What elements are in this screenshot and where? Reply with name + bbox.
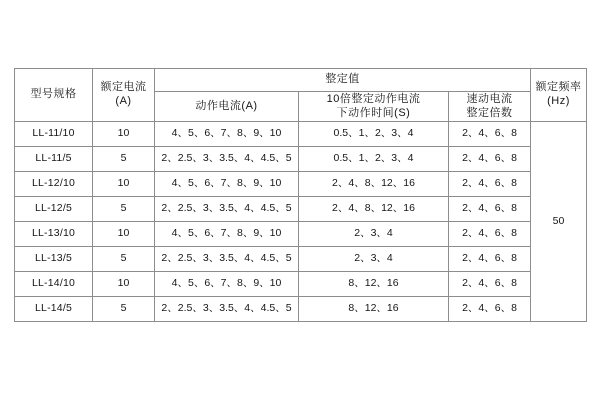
table-body xyxy=(15,122,587,322)
table-row xyxy=(15,247,587,272)
cell-operate-current: 2、2.5、3、3.5、4、4.5、5 xyxy=(155,297,299,322)
header-rated-current-line1: 额定电流 xyxy=(100,81,147,94)
cell-operate-time: 8、12、16 xyxy=(299,272,449,297)
cell-quick-current: 2、4、6、8 xyxy=(449,272,531,297)
cell-quick-current: 2、4、6、8 xyxy=(449,297,531,322)
cell-quick-current: 2、4、6、8 xyxy=(449,247,531,272)
cell-operate-time: 2、4、8、12、16 xyxy=(299,172,449,197)
cell-rated-frequency: 50 xyxy=(531,122,587,322)
header-operate-current: 动作电流(A) xyxy=(155,92,299,122)
table-row xyxy=(15,272,587,297)
cell-operate-time: 0.5、1、2、3、4 xyxy=(299,147,449,172)
cell-operate-current: 4、5、6、7、8、9、10 xyxy=(155,222,299,247)
cell-quick-current: 2、4、6、8 xyxy=(449,172,531,197)
cell-quick-current: 2、4、6、8 xyxy=(449,222,531,247)
header-rated-frequency-line2: (Hz) xyxy=(547,95,570,107)
cell-operate-current: 2、2.5、3、3.5、4、4.5、5 xyxy=(155,197,299,222)
cell-operate-time: 2、3、4 xyxy=(299,247,449,272)
spec-table-container xyxy=(14,68,586,322)
cell-model: LL-13/10 xyxy=(15,222,93,247)
cell-operate-time: 2、3、4 xyxy=(299,222,449,247)
cell-model: LL-11/5 xyxy=(15,147,93,172)
cell-operate-current: 2、2.5、3、3.5、4、4.5、5 xyxy=(155,147,299,172)
header-operate-time xyxy=(299,92,449,122)
table-header xyxy=(15,69,587,122)
table-header-row-1 xyxy=(15,69,587,92)
cell-rated: 5 xyxy=(93,147,155,172)
table-row xyxy=(15,122,587,147)
cell-rated: 5 xyxy=(93,247,155,272)
header-quick-current-line1: 速动电流 xyxy=(466,92,513,105)
cell-rated: 5 xyxy=(93,297,155,322)
table-row xyxy=(15,222,587,247)
cell-rated: 10 xyxy=(93,172,155,197)
table-row xyxy=(15,147,587,172)
cell-operate-current: 4、5、6、7、8、9、10 xyxy=(155,122,299,147)
header-rated-current-line2: (A) xyxy=(115,95,132,107)
cell-operate-current: 4、5、6、7、8、9、10 xyxy=(155,172,299,197)
cell-model: LL-12/5 xyxy=(15,197,93,222)
cell-operate-time: 8、12、16 xyxy=(299,297,449,322)
cell-operate-current: 2、2.5、3、3.5、4、4.5、5 xyxy=(155,247,299,272)
cell-rated: 10 xyxy=(93,222,155,247)
header-operate-time-line2: 下动作时间(S) xyxy=(336,106,411,119)
table-row xyxy=(15,197,587,222)
cell-model: LL-13/5 xyxy=(15,247,93,272)
cell-model: LL-14/5 xyxy=(15,297,93,322)
header-operate-time-line1: 10倍整定动作电流 xyxy=(326,92,421,105)
cell-operate-current: 4、5、6、7、8、9、10 xyxy=(155,272,299,297)
cell-quick-current: 2、4、6、8 xyxy=(449,122,531,147)
header-model: 型号规格 xyxy=(15,69,93,122)
cell-quick-current: 2、4、6、8 xyxy=(449,197,531,222)
cell-quick-current: 2、4、6、8 xyxy=(449,147,531,172)
cell-operate-time: 0.5、1、2、3、4 xyxy=(299,122,449,147)
cell-model: LL-14/10 xyxy=(15,272,93,297)
relay-specification-table xyxy=(14,68,587,322)
header-quick-current-line2: 整定倍数 xyxy=(466,106,513,119)
cell-rated: 5 xyxy=(93,197,155,222)
header-rated-current xyxy=(93,69,155,122)
cell-rated: 10 xyxy=(93,122,155,147)
header-quick-current xyxy=(449,92,531,122)
table-row xyxy=(15,172,587,197)
header-rated-frequency-line1: 额定频率 xyxy=(535,81,582,94)
header-setting-group: 整定值 xyxy=(155,69,531,92)
cell-model: LL-11/10 xyxy=(15,122,93,147)
table-row xyxy=(15,297,587,322)
cell-model: LL-12/10 xyxy=(15,172,93,197)
cell-rated: 10 xyxy=(93,272,155,297)
cell-operate-time: 2、4、8、12、16 xyxy=(299,197,449,222)
header-rated-frequency xyxy=(531,69,587,122)
